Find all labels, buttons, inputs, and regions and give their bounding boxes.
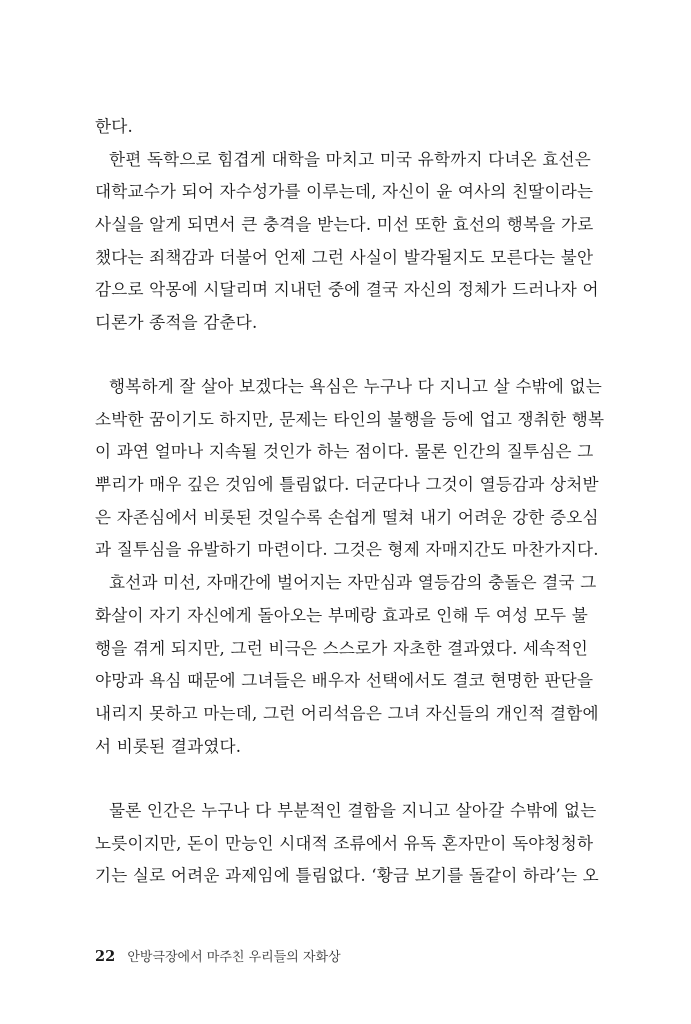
text-line: 사실을 알게 되면서 큰 충격을 받는다. 미선 또한 효선의 행복을 가로	[95, 215, 594, 235]
text-line: 챘다는 죄책감과 더불어 언제 그런 사실이 발각될지도 모른다는 불안	[95, 247, 594, 267]
text-line: 감으로 악몽에 시달리며 지내던 중에 결국 자신의 정체가 드러나자 어	[95, 280, 599, 300]
text-line: 디론가 종적을 감춘다.	[95, 313, 258, 333]
text-line: 물론 인간은 누구나 다 부분적인 결함을 지니고 살아갈 수밖에 없는	[109, 801, 597, 820]
text-line: 효선과 미선, 자매간에 벌어지는 자만심과 열등감의 충돌은 결국 그	[109, 573, 597, 593]
page-number: 22	[95, 948, 116, 965]
text-line: 야망과 욕심 때문에 그녀들은 배우자 선택에서도 결코 현명한 판단을	[95, 671, 594, 691]
page-footer	[95, 946, 341, 965]
text-line: 과 질투심을 유발하기 마련이다. 그것은 형제 자매지간도 마찬가지다.	[95, 540, 599, 560]
text-line: 한다.	[95, 117, 133, 136]
paragraph-block-3	[95, 795, 599, 893]
text-line: 노릇이지만, 돈이 만능인 시대적 조류에서 유독 혼자만이 독야청청하	[95, 833, 594, 853]
text-line: 행복하게 잘 살아 보겠다는 욕심은 누구나 다 지니고 살 수밖에 없는	[109, 377, 602, 396]
text-line: 행을 겪게 되지만, 그런 비극은 스스로가 자초한 결과였다. 세속적인	[95, 638, 588, 658]
text-line: 이 과연 얼마나 지속될 것인가 하는 점이다. 물론 인간의 질투심은 그	[95, 442, 594, 462]
text-line: 소박한 꿈이기도 하지만, 문제는 타인의 불행을 등에 업고 쟁취한 행복	[95, 409, 605, 429]
text-line: 뿌리가 매우 깊은 것임에 틀림없다. 더군다나 그것이 열등감과 상처받	[95, 475, 599, 495]
text-line: 서 비롯된 결과였다.	[95, 736, 242, 756]
text-line: 화살이 자기 자신에게 돌아오는 부메랑 효과로 인해 두 여성 모두 불	[95, 605, 588, 625]
text-line: 대학교수가 되어 자수성가를 이루는데, 자신이 윤 여사의 친딸이라는	[95, 182, 594, 202]
text-line: 은 자존심에서 비롯된 것일수록 손쉽게 떨쳐 내기 어려운 강한 증오심	[95, 507, 599, 527]
running-title: 안방극장에서 마주친 우리들의 자화상	[127, 950, 341, 965]
paragraph-block-1	[95, 111, 599, 340]
text-line: 기는 실로 어려운 과제임에 틀림없다. ‘황금 보기를 돌같이 하라’는 오	[95, 866, 599, 886]
paragraph-block-2	[95, 371, 605, 763]
text-line: 한편 독학으로 힘겹게 대학을 마치고 미국 유학까지 다녀온 효선은	[109, 149, 591, 169]
text-line: 내리지 못하고 마는데, 그런 어리석음은 그녀 자신들의 개인적 결함에	[95, 703, 599, 723]
